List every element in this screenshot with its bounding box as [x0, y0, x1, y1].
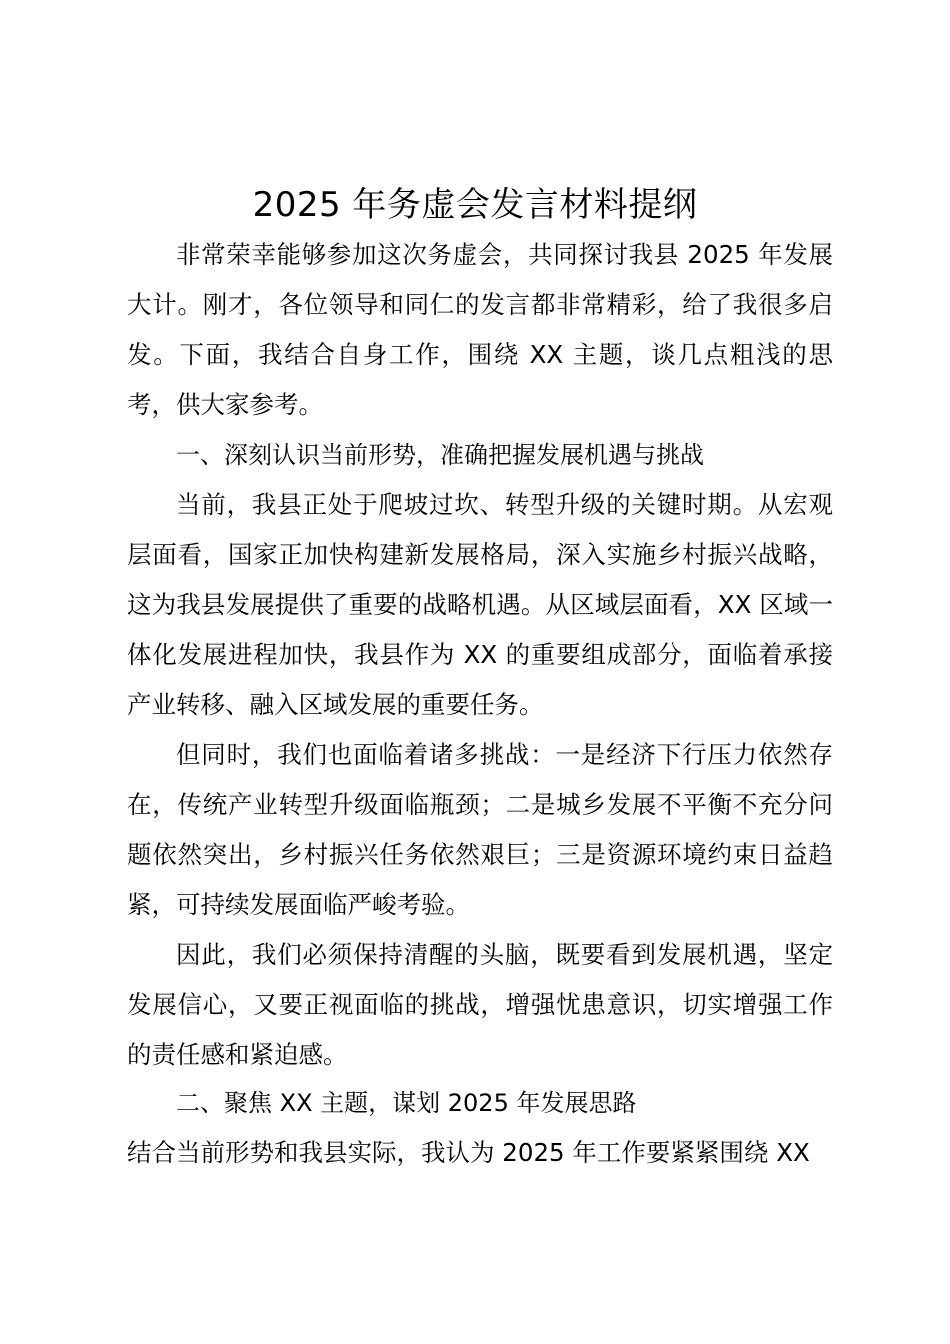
- section-heading-1: 一、深刻认识当前形势，准确把握发展机遇与挑战: [176, 441, 704, 469]
- document-title: 2025 年务虚会发言材料提纲: [252, 185, 698, 225]
- paragraph-intro: 非常荣幸能够参加这次务虚会，共同探讨我县 2025 年发展大计。刚才，各位领导和同仁的发言都非常精彩，给了我很多启发。下面，我结合自身工作，围绕 XX 主题，谈几点粗浅的思考，供大家参考。: [127, 240, 833, 419]
- paragraph-situation: 当前，我县正处于爬坡过坎、转型升级的关键时期。从宏观层面看，国家正加快构建新发展格局，深入实施乡村振兴战略，这为我县发展提供了重要的战略机遇。从区域层面看，XX 区域一体化发展进程加快，我县作为 XX 的重要组成部分，面临着承接产业转移、融入区域发展的重要任务。: [127, 490, 833, 719]
- paragraph-ideas: 结合当前形势和我县实际，我认为 2025 年工作要紧紧围绕 XX: [127, 1138, 810, 1167]
- paragraph-challenges: 但同时，我们也面临着诸多挑战：一是经济下行压力依然存在，传统产业转型升级面临瓶颈；二是城乡发展不平衡不充分问题依然突出，乡村振兴任务依然艰巨；三是资源环境约束日益趋紧，可持续发展面临严峻考验。: [127, 740, 833, 919]
- section-heading-2: 二、聚焦 XX 主题，谋划 2025 年发展思路: [176, 1089, 637, 1117]
- paragraph-conclusion: 因此，我们必须保持清醒的头脑，既要看到发展机遇，坚定发展信心，又要正视面临的挑战，增强忧患意识，切实增强工作的责任感和紧迫感。: [127, 940, 833, 1069]
